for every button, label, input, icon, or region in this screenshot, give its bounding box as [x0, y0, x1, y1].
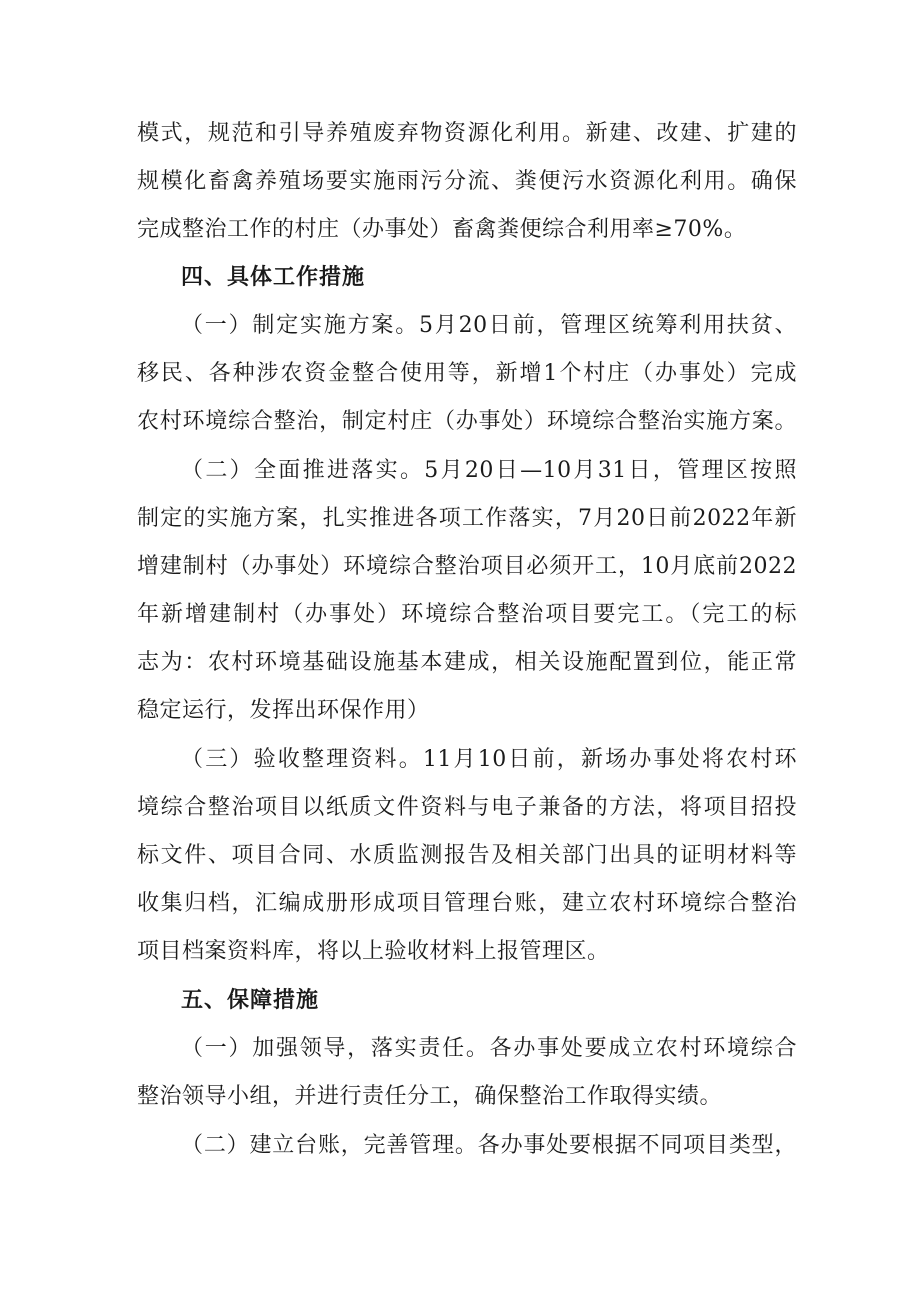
paragraph-3-line-4: 年新增建制村（办事处）环境综合整治项目要完工。（完工的标	[137, 602, 797, 627]
section-heading-4: 四、具体工作措施	[181, 265, 366, 290]
paragraph-1-line-3: 完成整治工作的村庄（办事处）畜禽粪便综合利用率≥70%。	[137, 217, 747, 242]
paragraph-4-line-4: 收集归档，汇编成册形成项目管理台账，建立农村环境综合整治	[137, 891, 797, 916]
paragraph-2-line-1: （一）制定实施方案。5月20日前，管理区统筹利用扶贫、	[181, 313, 797, 338]
paragraph-3-line-2: 制定的实施方案，扎实推进各项工作落实，7月20日前2022年新	[137, 506, 797, 531]
paragraph-6-line-1: （二）建立台账，完善管理。各办事处要根据不同项目类型，	[181, 1133, 797, 1158]
paragraph-2-line-2: 移民、各种涉农资金整合使用等，新增1个村庄（办事处）完成	[137, 361, 797, 386]
paragraph-3-line-5: 志为：农村环境基础设施基本建成，相关设施配置到位，能正常	[137, 650, 797, 675]
paragraph-1-line-1: 模式，规范和引导养殖废弃物资源化利用。新建、改建、扩建的	[137, 121, 797, 146]
paragraph-3-line-3: 增建制村（办事处）环境综合整治项目必须开工，10月底前2022	[137, 554, 797, 579]
section-heading-5: 五、保障措施	[181, 988, 320, 1013]
paragraph-5-line-1: （一）加强领导，落实责任。各办事处要成立农村环境综合	[181, 1036, 797, 1061]
paragraph-3-line-1: （二）全面推进落实。5月20日—10月31日，管理区按照	[181, 458, 797, 483]
paragraph-5-line-2: 整治领导小组，并进行责任分工，确保整治工作取得实绩。	[137, 1084, 723, 1109]
paragraph-4-line-5: 项目档案资料库，将以上验收材料上报管理区。	[137, 939, 610, 964]
paragraph-4-line-2: 境综合整治项目以纸质文件资料与电子兼备的方法，将项目招投	[137, 795, 797, 820]
paragraph-4-line-1: （三）验收整理资料。11月10日前，新场办事处将农村环	[181, 747, 797, 772]
paragraph-3-line-6: 稳定运行，发挥出环保作用）	[137, 698, 430, 723]
paragraph-2-line-3: 农村环境综合整治，制定村庄（办事处）环境综合整治实施方案。	[137, 409, 797, 434]
paragraph-1-line-2: 规模化畜禽养殖场要实施雨污分流、粪便污水资源化利用。确保	[137, 169, 797, 194]
paragraph-4-line-3: 标文件、项目合同、水质监测报告及相关部门出具的证明材料等	[137, 843, 797, 868]
